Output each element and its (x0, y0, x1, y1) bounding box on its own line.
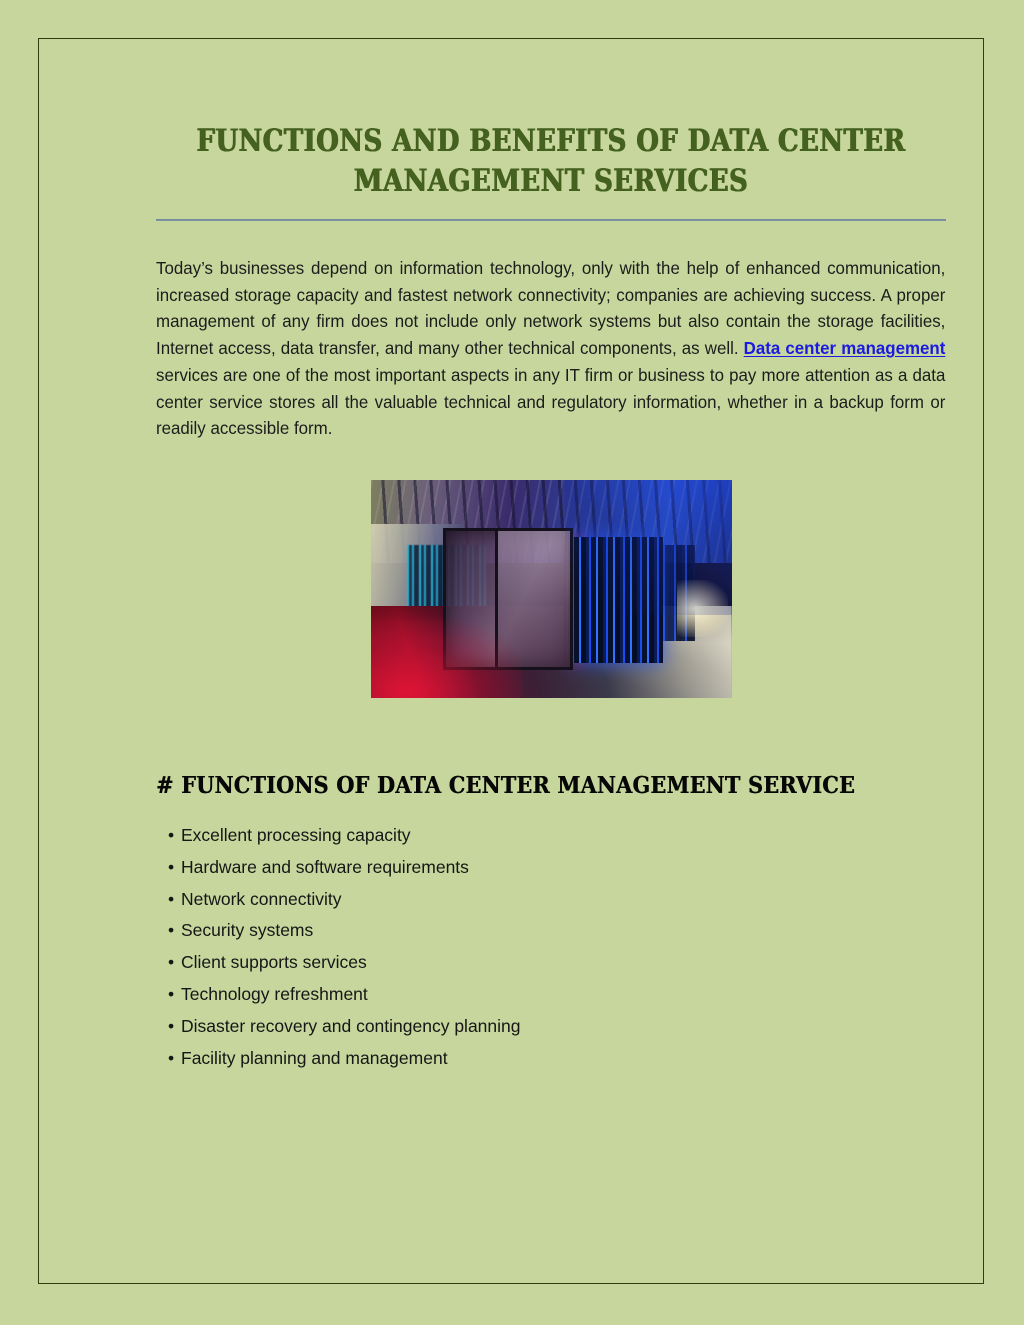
page-title-line-2: MANAGEMENT SERVICES (353, 163, 749, 199)
list-item-label: Excellent processing capacity (181, 824, 411, 845)
list-item (156, 852, 946, 884)
bullet-icon: • (168, 1015, 175, 1036)
page-title-line-1: FUNCTIONS AND BENEFITS OF DATA CENTER (196, 123, 906, 159)
list-item (156, 915, 946, 947)
list-item-label: Technology refreshment (181, 983, 368, 1004)
intro-paragraph-part-2: services are one of the most important aspects in any IT firm or business to pay more attention as a data center service stores all the valuable technical and regulatory information, whether in a backup form or readily accessible form. (156, 364, 946, 439)
functions-list (156, 820, 946, 1074)
functions-section-heading: # FUNCTIONS OF DATA CENTER MANAGEMENT SERVICE (156, 771, 855, 799)
data-center-photo (371, 480, 732, 698)
figure-container (156, 480, 946, 698)
list-item-label: Facility planning and management (181, 1047, 448, 1068)
list-item-label: Disaster recovery and contingency planning (181, 1015, 521, 1036)
photo-red-light-wash (371, 619, 523, 697)
title-divider (156, 219, 946, 221)
intro-paragraph (156, 255, 945, 442)
bullet-icon: • (168, 888, 175, 909)
bullet-icon: • (168, 920, 175, 941)
list-item-label: Client supports services (181, 952, 367, 973)
list-item-label: Hardware and software requirements (181, 856, 469, 877)
bullet-icon: • (168, 983, 175, 1004)
bullet-icon: • (168, 952, 175, 973)
list-item (156, 1011, 946, 1043)
list-item-label: Security systems (181, 920, 314, 941)
list-item (156, 1043, 946, 1075)
bullet-icon: • (168, 1047, 175, 1068)
list-item (156, 884, 946, 916)
bullet-icon: • (168, 824, 175, 845)
page-frame (38, 38, 984, 1284)
page-content (156, 39, 946, 1074)
photo-scene (371, 480, 732, 698)
list-item (156, 820, 946, 852)
intro-paragraph-part-1: Today’s businesses depend on information technology, only with the help of enhanced communication, increased storage capacity and fastest network connectivity; companies are achieving success. A proper management of any firm does not include only network systems but also contain the storage facilities, Internet access, data transfer, and many other technical components, as well. (156, 258, 946, 359)
photo-blue-light-wash (565, 480, 731, 615)
list-item (156, 947, 946, 979)
data-center-management-link[interactable]: Data center management (743, 338, 946, 359)
list-item (156, 979, 946, 1011)
list-item-label: Network connectivity (181, 888, 342, 909)
bullet-icon: • (168, 856, 175, 877)
page-title (184, 121, 919, 201)
